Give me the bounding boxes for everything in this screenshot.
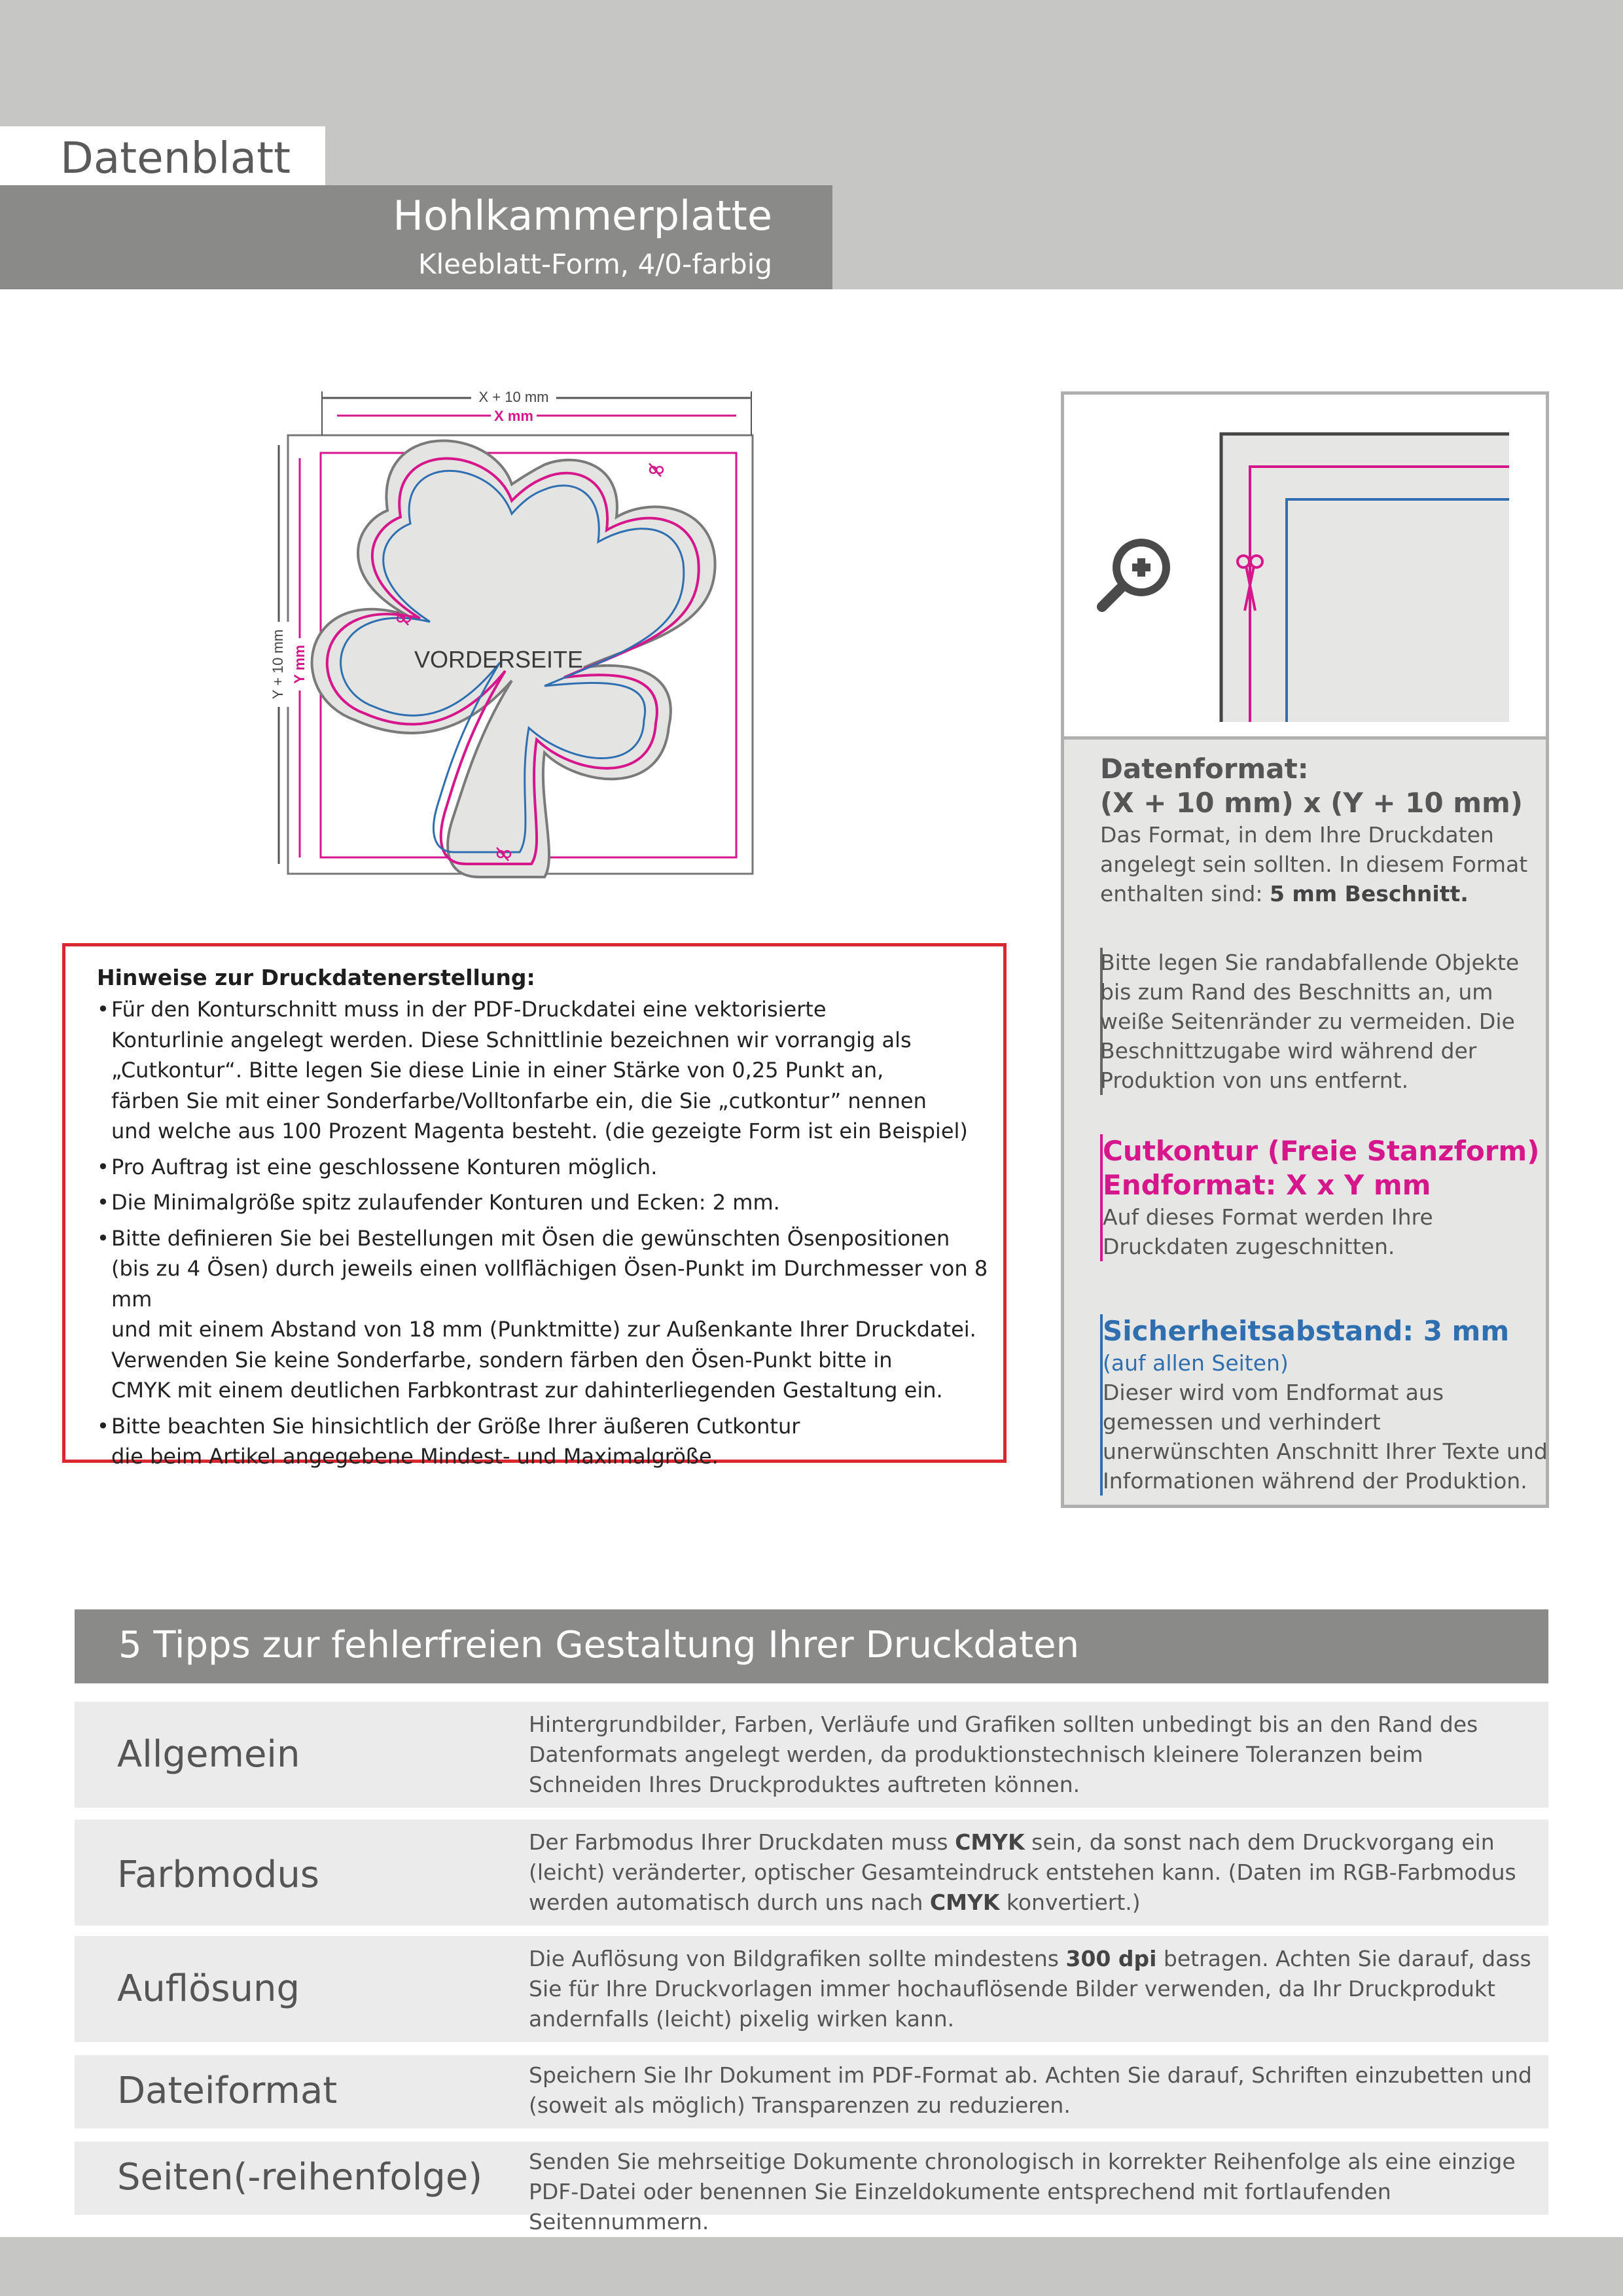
tip-label: Dateiformat [117,2070,338,2112]
datenformat-title: Datenformat: [1100,753,1309,785]
title-box [0,185,832,289]
datenformat-block [1100,752,1545,908]
tip-row-seiten [75,2142,1548,2234]
hint-item: • Pro Auftrag ist eine geschlossene Konturen möglich. [97,1152,988,1183]
tip-text-part: Die Auflösung von Bildgrafiken sollte mindestens [529,1946,1059,1971]
safety-margin-sub: (auf allen Seiten) [1103,1350,1289,1376]
product-subtitle: Kleeblatt-Form, 4/0-farbig [418,248,772,280]
tip-text-bold: CMYK [955,1829,1025,1855]
clover-diagram [249,380,772,884]
tip-label: Allgemein [117,1733,300,1776]
hints-title: Hinweise zur Druckdatenerstellung: [97,965,535,990]
tip-text-part: Der Farbmodus Ihrer Druckdaten muss [529,1829,948,1855]
datenformat-formula: (X + 10 mm) x (Y + 10 mm) [1100,787,1523,819]
tip-text [529,1827,1537,1918]
tip-row-farbmodus [75,1820,1548,1926]
cut-contour-text: Auf dieses Format werden Ihre Druckdaten zugeschnitten. [1103,1204,1433,1259]
hint-item: • Bitte definieren Sie bei Bestellungen mit Ösen die gewünschten Ösenpositionen (bis zu 4 Ösen) durch jeweils einen vollflächigen Ösen-Punkt im Durchmesser von 8 mm und mit einem Abstand von 18 mm (Punktmitte) zur Außenkante Ihrer Druckdatei. Verwenden Sie keine Sonderfarbe, sondern färben den Ösen-Punkt bitte in CMYK mit einem deutlichen Farbkontrast zur dahinterliegenden Gestaltung ein. [97,1223,988,1406]
dim-label-y-inner: Y mm [291,645,308,684]
format-info-panel [1061,391,1549,1508]
scissors-icon [649,463,663,476]
tip-text: Hintergrundbilder, Farben, Verläufe und Grafiken sollten unbedingt bis an den Rand des Datenformats angelegt werden, da produktionstechnisch kleinere Toleranzen beim Schneiden Ihres Druckproduktes auftreten können. [529,1712,1478,1797]
tip-label: Auflösung [117,1967,300,2010]
dim-label-x-inner: X mm [494,408,533,424]
tip-text-bold: CMYK [929,1890,1000,1915]
tips-header [75,1609,1548,1683]
datenformat-bleed-amount: 5 mm Beschnitt. [1269,881,1469,906]
safety-margin-block [1100,1314,1548,1496]
zoom-in-icon [1102,539,1170,607]
tip-text-part: betragen. Achten Sie darauf, dass Sie für Ihre Druckvorlagen immer hochauflösende Bilder verwenden, da Ihr Druckprodukt andernfalls (leicht) pixelig wirken kann. [529,1946,1531,2032]
tip-row-aufloesung [75,1936,1548,2042]
print-data-hints-box [62,943,1007,1469]
bleed-zoom-illustration [1064,395,1546,740]
safety-margin-title: Sicherheitsabstand: 3 mm [1103,1315,1510,1347]
cut-contour-block [1100,1134,1548,1261]
tip-label: Seiten(-reihenfolge) [117,2156,483,2198]
bleed-note-text: Bitte legen Sie randabfallende Objekte bis zum Rand des Beschnitts an, um weiße Seitenränder zu vermeiden. Die Beschnittzugabe wird während der Produktion von uns entfernt. [1100,950,1520,1093]
tips-header-text: 5 Tipps zur fehlerfreien Gestaltung Ihrer Druckdaten [118,1624,1080,1666]
tip-text-bold: 300 dpi [1065,1946,1157,1971]
tip-label: Farbmodus [117,1854,319,1896]
tip-text-part: sein, da sonst nach dem Druckvorgang ein (leicht) veränderter, optischer Gesamteindruck entstehen kann. (Daten im RGB-Farbmodus werden automatisch durch uns nach [529,1829,1516,1915]
sheet-label-text: Datenblatt [60,133,291,183]
tip-row-allgemein [75,1702,1548,1808]
datenformat-text [1100,820,1545,908]
safety-margin-text: Dieser wird vom Endformat aus gemessen und verhindert unerwünschten Anschnitt Ihrer Texte und Informationen während der Produktion. [1103,1380,1548,1494]
sheet-label [0,126,325,185]
dim-label-y-outer: Y + 10 mm [270,629,286,700]
tip-text [529,1944,1537,2034]
tip-row-dateiformat [75,2055,1548,2128]
footer-band [0,2237,1623,2296]
cut-contour-title: Cutkontur (Freie Stanzform) [1103,1135,1540,1167]
clover-front-label: VORDERSEITE [414,646,584,673]
datenformat-desc: Das Format, in dem Ihre Druckdaten angelegt sein sollten. In diesem Format enthalten sind: [1100,822,1528,906]
tip-text-part: konvertiert.) [1006,1890,1141,1915]
end-format-title: Endformat: X x Y mm [1103,1169,1431,1201]
hint-item: • Für den Konturschnitt muss in der PDF-Druckdatei eine vektorisierte Konturlinie angelegt werden. Diese Schnittlinie bezeichnen wir vorrangig als „Cutkontur“. Bitte legen Sie diese Linie in einer Stärke von 0,25 Punkt an, färben Sie mit einer Sonderfarbe/Volltonfarbe ein, die Sie „cutkontur” nennen und welche aus 100 Prozent Magenta besteht. (die gezeigte Form ist ein Beispiel) [97,994,988,1147]
hint-item: • Die Minimalgröße spitz zulaufender Konturen und Ecken: 2 mm. [97,1187,988,1218]
hint-item: • Bitte beachten Sie hinsichtlich der Größe Ihrer äußeren Cutkontur die beim Artikel angegebene Mindest- und Maximalgröße. [97,1411,988,1472]
bleed-note-block [1100,948,1548,1095]
bleed-zoom-svg [1064,395,1546,736]
zoom-page-corner [1221,434,1509,722]
product-title: Hohlkammerplatte [393,192,772,240]
tip-text: Senden Sie mehrseitige Dokumente chronologisch in korrekter Reihenfolge als eine einzige PDF-Datei oder benennen Sie Einzeldokumente entsprechend mit fortlaufenden Seitennummern. [529,2149,1516,2234]
dim-label-x-outer: X + 10 mm [478,389,549,405]
tip-text: Speichern Sie Ihr Dokument im PDF-Format ab. Achten Sie darauf, Schriften einzubetten und (soweit als möglich) Transparenzen zu reduzieren. [529,2062,1532,2118]
